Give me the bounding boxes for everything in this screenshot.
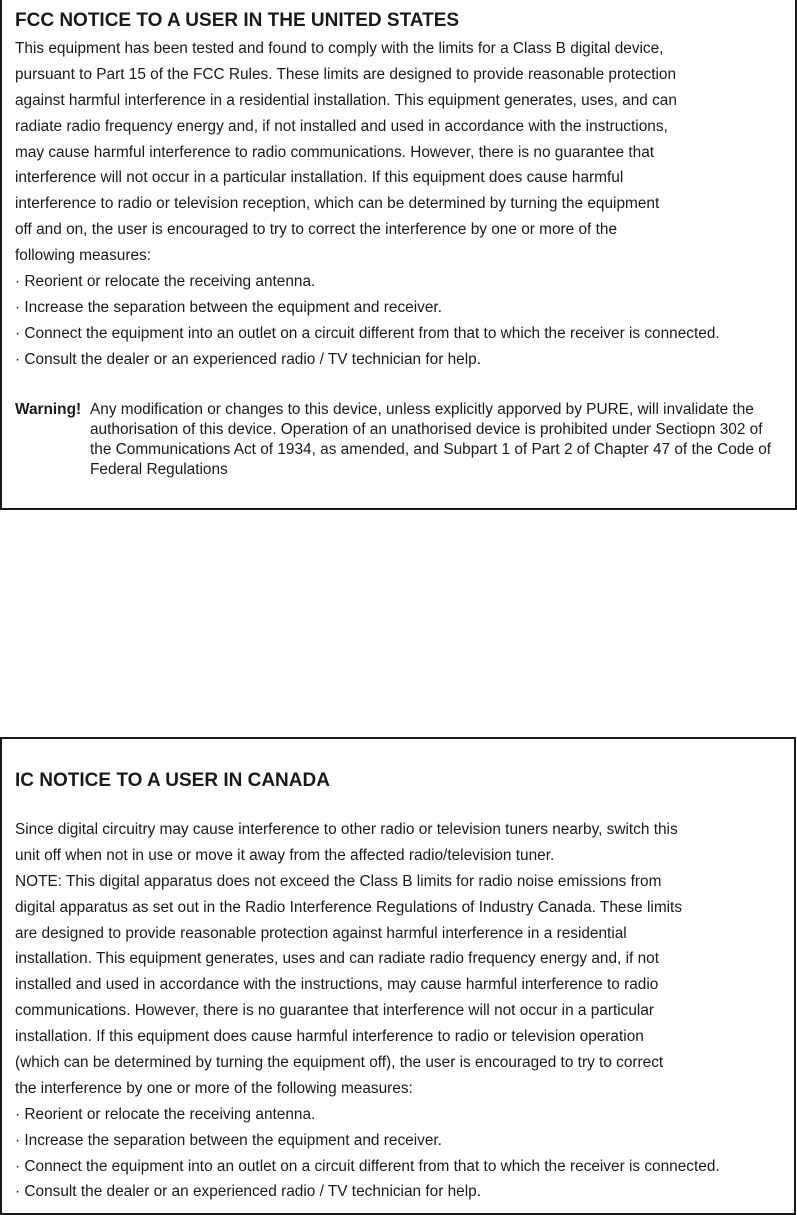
ic-text-line: installed and used in accordance with the instructions, may cause harmful interference to radio (15, 976, 659, 994)
ic-text-line: digital apparatus as set out in the Radio Interference Regulations of Industry Canada. These limits (15, 898, 683, 916)
ic-text-line: the interference by one or more of the following measures: (15, 1079, 413, 1097)
fcc-text-line: radiate radio frequency energy and, if not installed and used in accordance with the instructions, (15, 117, 668, 135)
fcc-text-line: may cause harmful interference to radio communications. However, there is no guarantee that (15, 143, 655, 161)
ic-measure-item: · Connect the equipment into an outlet on a circuit different from that to which the receiver is connected. (15, 1157, 720, 1175)
fcc-text-line: This equipment has been tested and found to comply with the limits for a Class B digital device, (15, 40, 664, 57)
ic-text-line: are designed to provide reasonable protection against harmful interference in a residential (15, 924, 627, 942)
fcc-warning (15, 400, 787, 480)
ic-text-line: communications. However, there is no guarantee that interference will not occur in a particular (15, 1002, 655, 1020)
fcc-measure-item: · Connect the equipment into an outlet on a circuit different from that to which the receiver is connected. (15, 324, 720, 342)
ic-notice-body (15, 817, 720, 1205)
ic-measure-item: · Reorient or relocate the receiving antenna. (15, 1105, 316, 1123)
fcc-notice-box (0, 0, 797, 510)
ic-text-line: NOTE: This digital apparatus does not exceed the Class B limits for radio noise emissions from (15, 872, 662, 890)
fcc-notice-title: FCC NOTICE TO A USER IN THE UNITED STATES (15, 10, 460, 31)
ic-notice-box (0, 737, 796, 1215)
fcc-measure-item: · Reorient or relocate the receiving antenna. (15, 273, 316, 291)
fcc-text-line: pursuant to Part 15 of the FCC Rules. These limits are designed to provide reasonable protection (15, 65, 677, 83)
fcc-measure-item: · Increase the separation between the equipment and receiver. (15, 298, 442, 316)
warning-label: Warning! (15, 401, 82, 418)
ic-notice-title: IC NOTICE TO A USER IN CANADA (15, 770, 330, 791)
warning-text: Any modification or changes to this device, unless explicitly apporved by PURE, will invalidate the authorisation of this device. Operation of an unathorised device is prohibited under Sectiopn 302 of the Communications Act of 1934, as amended, and Subpart 1 of Part 2 of Chapter 47 of the Code of Federal Regulations (90, 401, 772, 478)
fcc-text-line: off and on, the user is encouraged to try to correct the interference by one or more of the (15, 221, 618, 239)
fcc-text-line: interference to radio or television reception, which can be determined by turning the equipment (15, 195, 660, 213)
fcc-text-line: following measures: (15, 247, 152, 265)
ic-text-line: installation. This equipment generates, uses and can radiate radio frequency energy and, if not (15, 950, 659, 968)
ic-text-line: installation. If this equipment does cause harmful interference to radio or television operation (15, 1028, 644, 1046)
ic-measure-item: · Consult the dealer or an experienced radio / TV technician for help. (15, 1183, 481, 1201)
ic-measure-item: · Increase the separation between the equipment and receiver. (15, 1131, 442, 1149)
fcc-text-line: against harmful interference in a residential installation. This equipment generates, uses, and can (15, 91, 677, 109)
fcc-notice-body (15, 36, 720, 373)
fcc-text-line: interference will not occur in a particular installation. If this equipment does cause harmful (15, 169, 624, 187)
ic-text-line: (which can be determined by turning the equipment off), the user is encouraged to try to correct (15, 1054, 664, 1072)
ic-text-line: Since digital circuitry may cause interference to other radio or television tuners nearby, switch this (15, 821, 678, 838)
fcc-measure-item: · Consult the dealer or an experienced radio / TV technician for help. (15, 350, 481, 368)
ic-text-line: unit off when not in use or move it away from the affected radio/television tuner. (15, 846, 555, 864)
